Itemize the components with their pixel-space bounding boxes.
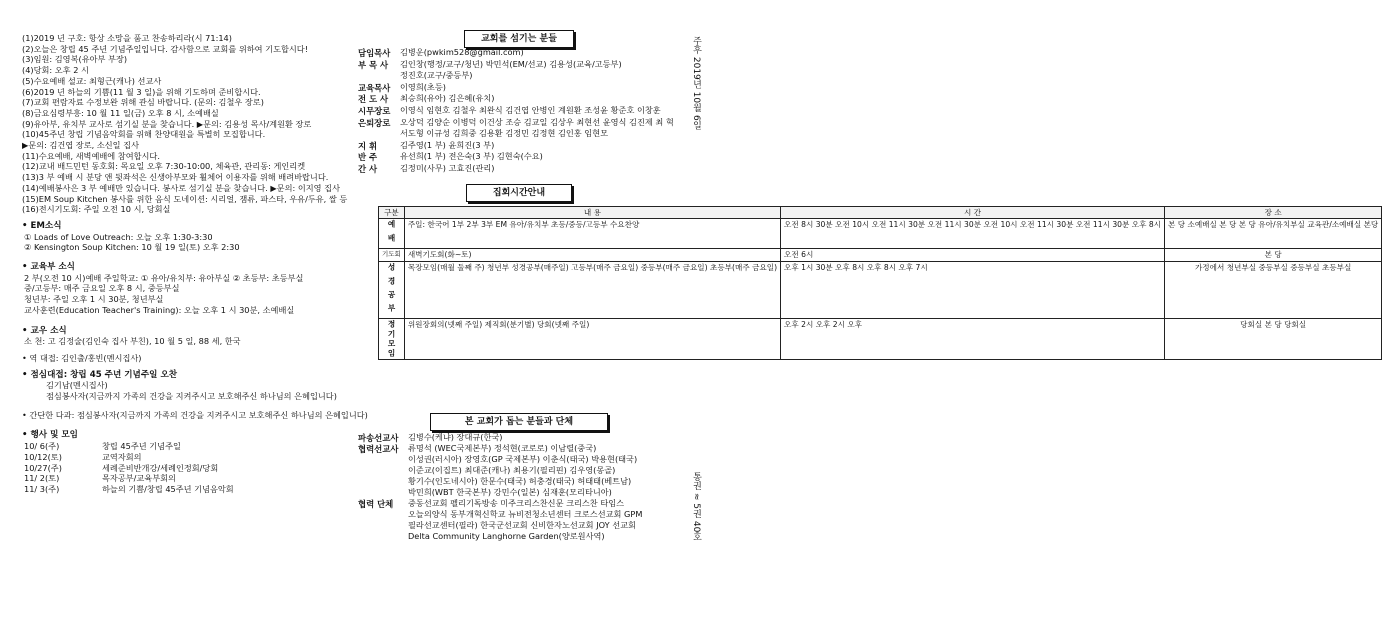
- education-news-item: 2 부(오전 10 시)예배 주일학교: ① 유아/유치부: 유아부실 ② 초등부: 초등부실: [24, 272, 304, 283]
- dawn-place: 본 당: [1165, 249, 1382, 261]
- partner-org-line: 오늘의양식 동부개혁신학교 뉴비전청소년센터 크로스선교회 GPM: [408, 509, 643, 519]
- education-news-item: 청년부: 주일 오후 1 시 30분, 청년부실: [24, 294, 164, 305]
- staff-names: 김인창(행정/교구/청년) 박민석(EM/선교) 김용성(교육/고등부): [400, 58, 622, 69]
- meeting-label: 정기모임: [379, 319, 405, 360]
- schedule-title: 집회시간안내: [466, 184, 572, 202]
- schedule-row-meeting: [379, 319, 1382, 360]
- staff-role: 간 사: [358, 164, 378, 174]
- staff-role: 시무장로: [358, 106, 391, 116]
- staff-names: 김주영(1 부) 윤희진(3 부): [400, 139, 495, 150]
- schedule-row-study: [379, 261, 1382, 318]
- staff-title: 교회를 섬기는 분들: [464, 30, 574, 48]
- event-desc: 창립 45주년 기념주일: [102, 441, 181, 452]
- em-news-item: ② Kensington Soup Kitchen: 10 월 19 일(토) 오후 2:30: [24, 242, 240, 253]
- header-category: 구분: [379, 207, 405, 219]
- study-content: 목장모임(매월 둘째 주) 청년부 성경공부(매주일) 고등부(매주 금요일) 중등부(매주 금요일) 초등부(매주 금요일): [404, 261, 780, 318]
- sent-missionary-names: 김병수(케냐) 장대규(한국): [408, 432, 503, 442]
- partner-org-line: 중동선교회 펠리기독방송 미주크리스찬신문 크리스찬 타임스: [408, 498, 625, 508]
- event-date: 10/ 6(주): [24, 441, 60, 452]
- education-news-title: • 교육부 소식: [22, 262, 75, 272]
- event-row: [24, 473, 176, 483]
- schedule-row-dawn: [379, 249, 1382, 261]
- snack-line: • 간단한 다과: 점심봉사자(지금까지 가족의 건강을 지켜주시고 보호해주신 하나님의 은혜입니다): [22, 409, 368, 420]
- event-date: 10/12(토): [24, 451, 62, 462]
- coop-missionary-line: 박민희(WBT 한국본부) 강민수(일본) 심재훈(모리타니아): [408, 487, 612, 497]
- coop-missionary-line: 이준교(이집트) 최대준(캐나) 최용기(필리핀) 김우영(몽골): [408, 465, 616, 475]
- header-place: 장 소: [1165, 207, 1382, 219]
- announcement-item: (11)수요예배, 새벽예배에 참여합시다.: [22, 150, 160, 161]
- staff-names: 최승희(유아) 김은혜(유치): [400, 93, 495, 104]
- education-news-item: 교사훈련(Education Teacher's Training): 오늘 오후 1 시 30분, 소예배실: [24, 304, 295, 315]
- meeting-place: 당회실 본 당 당회실: [1165, 319, 1382, 360]
- announcement-item: (1)2019 년 구호: 항상 소망을 품고 찬송하리라(시 71:14): [22, 33, 232, 43]
- staff-role: 지 휘: [358, 140, 378, 151]
- announcement-item: (6)2019 년 하늘의 기쁨(11 월 3 일)을 위해 기도하며 준비합시다.: [22, 86, 261, 97]
- worship-time: 오전 8시 30분 오전 10시 오전 11시 30분 오전 11시 30분 오전 10시 오전 11시 30분 오전 11시 30분 오후 8시: [781, 219, 1165, 249]
- announcement-item: (8)금요심령부흥: 10 월 11 일(금) 오후 8 시, 소예배실: [22, 107, 219, 118]
- events-title: • 행사 및 모임: [22, 430, 78, 441]
- announcement-item: (10)45주년 창립 기념음악회를 위해 찬양대원을 특별히 모집합니다.: [22, 129, 266, 140]
- staff-names: 이영식 임현호 김철우 최완식 김건엽 안병인 계원환 조성윤 황준호 이창훈: [400, 105, 661, 115]
- member-news-title: • 교우 소식: [22, 325, 67, 336]
- staff-names: 서도형 이규성 김희중 김용환 김정민 김정현 김인홍 임현모: [400, 128, 609, 139]
- announcement-item: (15)EM Soup Kitchen 봉사를 위한 음식 도네이션: 시리얼, 잼류, 파스타, 우유/두유, 쌀 등: [22, 193, 348, 204]
- staff-names: 김정미(사무) 고효진(관리): [400, 163, 495, 173]
- partner-org-line: 필라선교센터(필라) 한국군선교회 신비한자노선교회 JOY 선교회: [408, 520, 636, 530]
- staff-names: 김병운(pwkim528@gmail.com): [400, 47, 524, 57]
- sent-missionary-label: 파송선교사: [358, 433, 399, 443]
- schedule-row-worship: [379, 219, 1382, 249]
- member-funeral: 소 천: 고 김정술(김인숙 집사 부친), 10 월 5 일, 88 세, 한국: [24, 336, 241, 347]
- event-date: 10/27(주): [24, 462, 62, 473]
- event-date: 11/ 2(토): [24, 473, 60, 484]
- header-time: 시 간: [781, 207, 1165, 219]
- event-date: 11/ 3(주): [24, 483, 60, 494]
- announcement-item: (4)당회: 오후 2 시: [22, 65, 89, 76]
- worship-label: 예배: [379, 219, 405, 249]
- em-news-title: • EM소식: [22, 220, 62, 231]
- staff-role: 은퇴장로: [358, 117, 391, 128]
- staff-role: 교육목사: [358, 82, 391, 93]
- coop-missionary-line: 황기수(인도네시아) 한문수(태국) 허충경(태국) 허태태(베트남): [408, 476, 632, 486]
- announcement-item: (5)수요예배 설교: 최형근(캐나) 선교사: [22, 75, 162, 86]
- announcement-item: (2)오늘은 창립 45 주년 기념주일입니다. 감사함으로 교회를 위하여 기도합시다!: [22, 43, 308, 54]
- meal-title: • 점심대접: 창립 45 주년 기념주일 오찬: [22, 369, 178, 380]
- staff-names: 오상덕 김양순 이병덕 이건상 조승 김교일 김상우 최현선 윤영식 김진제 최 혁: [400, 116, 674, 127]
- staff-names: 정진호(교구/중등부): [400, 70, 473, 81]
- event-row: [24, 452, 142, 462]
- dawn-content: 새벽기도회(화~토): [404, 249, 780, 261]
- coop-missionary-line: 류명석 (WEC국제본부) 정석현(코로로) 이남렬(중국): [408, 443, 597, 453]
- event-desc: 세례준비반개강/세례인정회/당회: [102, 462, 219, 473]
- header-content: 내 용: [404, 207, 780, 219]
- dawn-time: 오전 6시: [781, 249, 1165, 261]
- bulletin-date: 주후 2019년 10월 6일: [691, 36, 701, 130]
- worship-place: 본 당 소예배실 본 당 본 당 유아/유치부실 교육관/소예배실 본당: [1165, 219, 1382, 249]
- staff-role: 전 도 사: [358, 94, 389, 105]
- schedule-header-row: [379, 207, 1382, 219]
- staff-role: 부 목 사: [358, 59, 389, 70]
- event-desc: 목자공부/교육부회의: [102, 473, 176, 484]
- event-row: [24, 463, 218, 473]
- worship-content: 주일: 한국어 1부 2부 3부 EM 유아/유치부 초등/중등/고등부 수요찬양: [404, 219, 780, 249]
- duty-line: • 역 대접: 김인출/홍빈(멘시집사): [22, 352, 142, 363]
- announcement-item: (7)교회 편람자료 수정보완 위해 관심 바랍니다. (문의: 김철우 장로): [22, 97, 264, 108]
- announcement-item: ▶문의: 김건엽 장로, 소신일 집사: [22, 140, 139, 150]
- event-row: [24, 484, 234, 494]
- staff-names: 이영희(초등): [400, 81, 446, 92]
- event-desc: 교역자회의: [102, 451, 142, 462]
- announcement-item: (12)교내 배드민턴 동호회: 목요일 오후 7:30-10:00, 체육관, 관리동: 게인리켓: [22, 161, 306, 172]
- staff-names: 유선희(1 부) 전은숙(3 부) 김현숙(수요): [400, 151, 543, 162]
- announcement-item: (3)임원: 김영복(유아부 부장): [22, 54, 128, 65]
- coop-missionary-label: 협력선교사: [358, 444, 399, 454]
- meeting-content: 위원장회의(넷째 주일) 제직회(분기별) 당회(넷째 주일): [404, 319, 780, 360]
- meal-sub: 김기남(멘시집사): [46, 380, 108, 391]
- coop-missionary-line: 이성권(러시아) 장영호(GP 국제본부) 이춘식(태국) 박용현(태국): [408, 454, 638, 464]
- schedule-table: [378, 206, 1382, 360]
- study-place: 가정에서 청년부실 중등부실 중등부실 초등부실: [1165, 261, 1382, 318]
- staff-role: 반 주: [358, 152, 378, 163]
- announcement-item: (9)유아부, 유치부 교사로 섬기실 분을 찾습니다. ▶문의: 김용성 목사/계원환 장로: [22, 118, 312, 129]
- meeting-time: 오후 2시 오후 2시 오후: [781, 319, 1165, 360]
- announcement-item: (14)예배봉사은 3 부 예배만 있습니다. 봉사로 섬기실 분을 찾습니다. ▶문의: 이지영 집사: [22, 182, 340, 193]
- meal-sub: 점심봉사자(지금까지 가족의 건강을 지켜주시고 보호해주신 하나님의 은혜입니다): [46, 391, 337, 401]
- em-news-item: ① Loads of Love Outreach: 오늘 오후 1:30-3:30: [24, 231, 213, 242]
- partner-org-line: Delta Community Langhorne Garden(양로원사역): [408, 531, 605, 541]
- study-label: 성경공부: [379, 261, 405, 318]
- dawn-label: 기도회: [379, 249, 405, 261]
- bulletin-volume: 통권 ≈ 5권 40호: [691, 472, 701, 542]
- event-desc: 하늘의 기쁨/창립 45주년 기념음악회: [102, 483, 234, 494]
- staff-role: 담임목사: [358, 48, 391, 58]
- education-news-item: 중/고등부: 매주 금요일 오후 8 시, 중등부실: [24, 283, 180, 294]
- mission-title: 본 교회가 돕는 분들과 단체: [430, 413, 608, 431]
- partner-org-label: 협력 단체: [358, 499, 394, 509]
- announcement-item: (13)3 부 예배 시 분당 앤 뒷좌석은 신생아부모와 휠체어 이용자를 위해 배려바랍니다.: [22, 172, 329, 183]
- announcement-item: (16)전시기도회: 주일 오전 10 시, 당회실: [22, 204, 171, 215]
- study-time: 오후 1시 30분 오후 8시 오후 8시 오후 7시: [781, 261, 1165, 318]
- event-row: [24, 441, 181, 451]
